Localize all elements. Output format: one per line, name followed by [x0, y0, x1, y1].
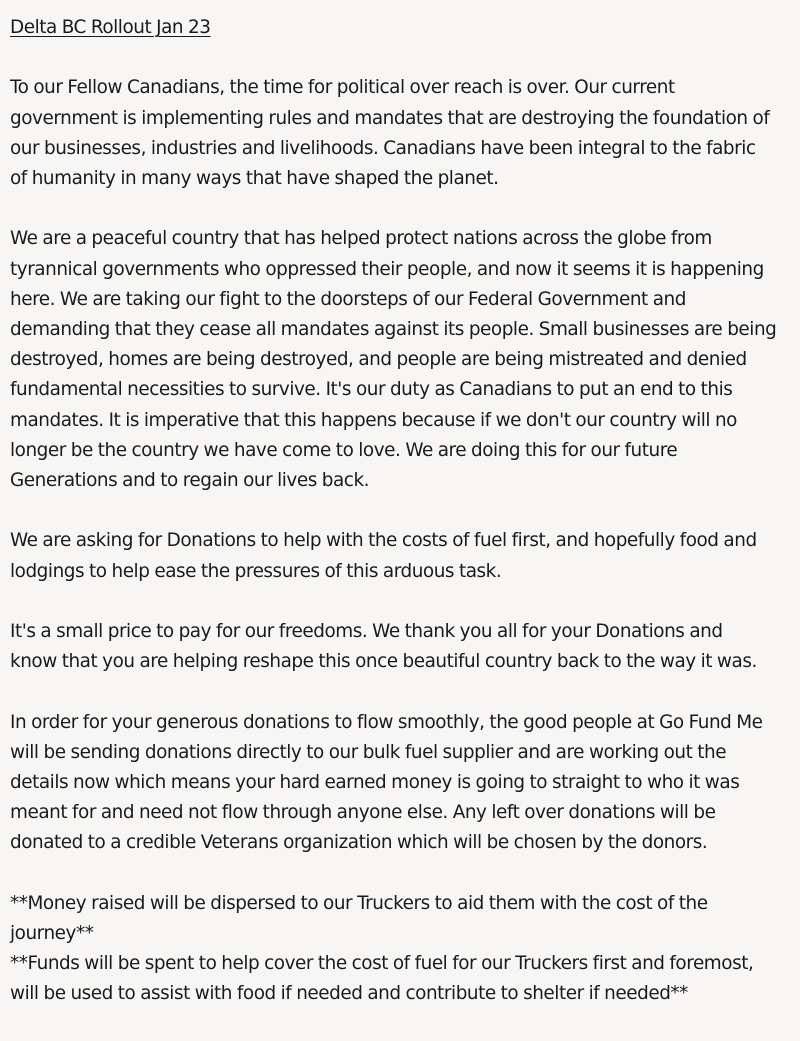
text-line: **Money raised will be dispersed to our Truckers to aid them with the cost of the [10, 892, 708, 914]
text-line: We are asking for Donations to help with the costs of fuel first, and hopefully food and [10, 530, 757, 552]
text-line: government is implementing rules and mandates that are destroying the foundation of [10, 107, 770, 129]
text-line: will be sending donations directly to our bulk fuel supplier and are working out the [10, 741, 727, 763]
text-line: donated to a credible Veterans organization which will be chosen by the donors. [10, 832, 708, 854]
text-line: tyrannical governments who oppressed their people, and now it seems it is happening [10, 258, 764, 280]
document-body [10, 13, 794, 1010]
paragraph [10, 43, 794, 194]
text-line: demanding that they cease all mandates against its people. Small businesses are being [10, 319, 777, 340]
text-line: journey** [10, 923, 94, 944]
paragraph [10, 859, 794, 1010]
paragraph [10, 587, 794, 678]
text-line: Generations and to regain our lives back. [10, 470, 370, 492]
text-line: destroyed, homes are being destroyed, and people are being mistreated and denied [10, 349, 747, 371]
text-line: details now which means your hard earned money is going to straight to who it was [10, 772, 740, 793]
text-line: lodgings to help ease the pressures of this arduous task. [10, 560, 502, 582]
text-line: It's a small price to pay for our freedoms. We thank you all for your Donations and [10, 621, 723, 642]
text-line: In order for your generous donations to flow smoothly, the good people at Go Fund Me [10, 711, 763, 733]
text-line: mandates. It is imperative that this happens because if we don't our country will no [10, 409, 737, 431]
text-line: longer be the country we have come to love. We are doing this for our future [10, 439, 678, 461]
text-line: We are a peaceful country that has helped protect nations across the globe from [10, 228, 712, 250]
text-line: here. We are taking our fight to the doorsteps of our Federal Government and [10, 288, 686, 310]
text-line: will be used to assist with food if needed and contribute to shelter if needed** [10, 983, 688, 1005]
paragraph [10, 677, 794, 858]
text-line: To our Fellow Canadians, the time for political over reach is over. Our current [10, 77, 675, 99]
paragraph [10, 194, 794, 496]
text-line: meant for and need not flow through anyone else. Any left over donations will be [10, 802, 716, 824]
paragraph [10, 496, 794, 587]
text-line: fundamental necessities to survive. It's our duty as Canadians to put an end to this [10, 379, 733, 401]
text-line: our businesses, industries and livelihoods. Canadians have been integral to the fabric [10, 137, 756, 159]
text-line: know that you are helping reshape this once beautiful country back to the way it was. [10, 651, 757, 673]
text-line: **Funds will be spent to help cover the cost of fuel for our Truckers first and foremost, [10, 953, 754, 975]
paragraph-list [10, 43, 794, 1009]
document-title: Delta BC Rollout Jan 23 [10, 17, 211, 38]
text-line: of humanity in many ways that have shaped the planet. [10, 168, 499, 189]
